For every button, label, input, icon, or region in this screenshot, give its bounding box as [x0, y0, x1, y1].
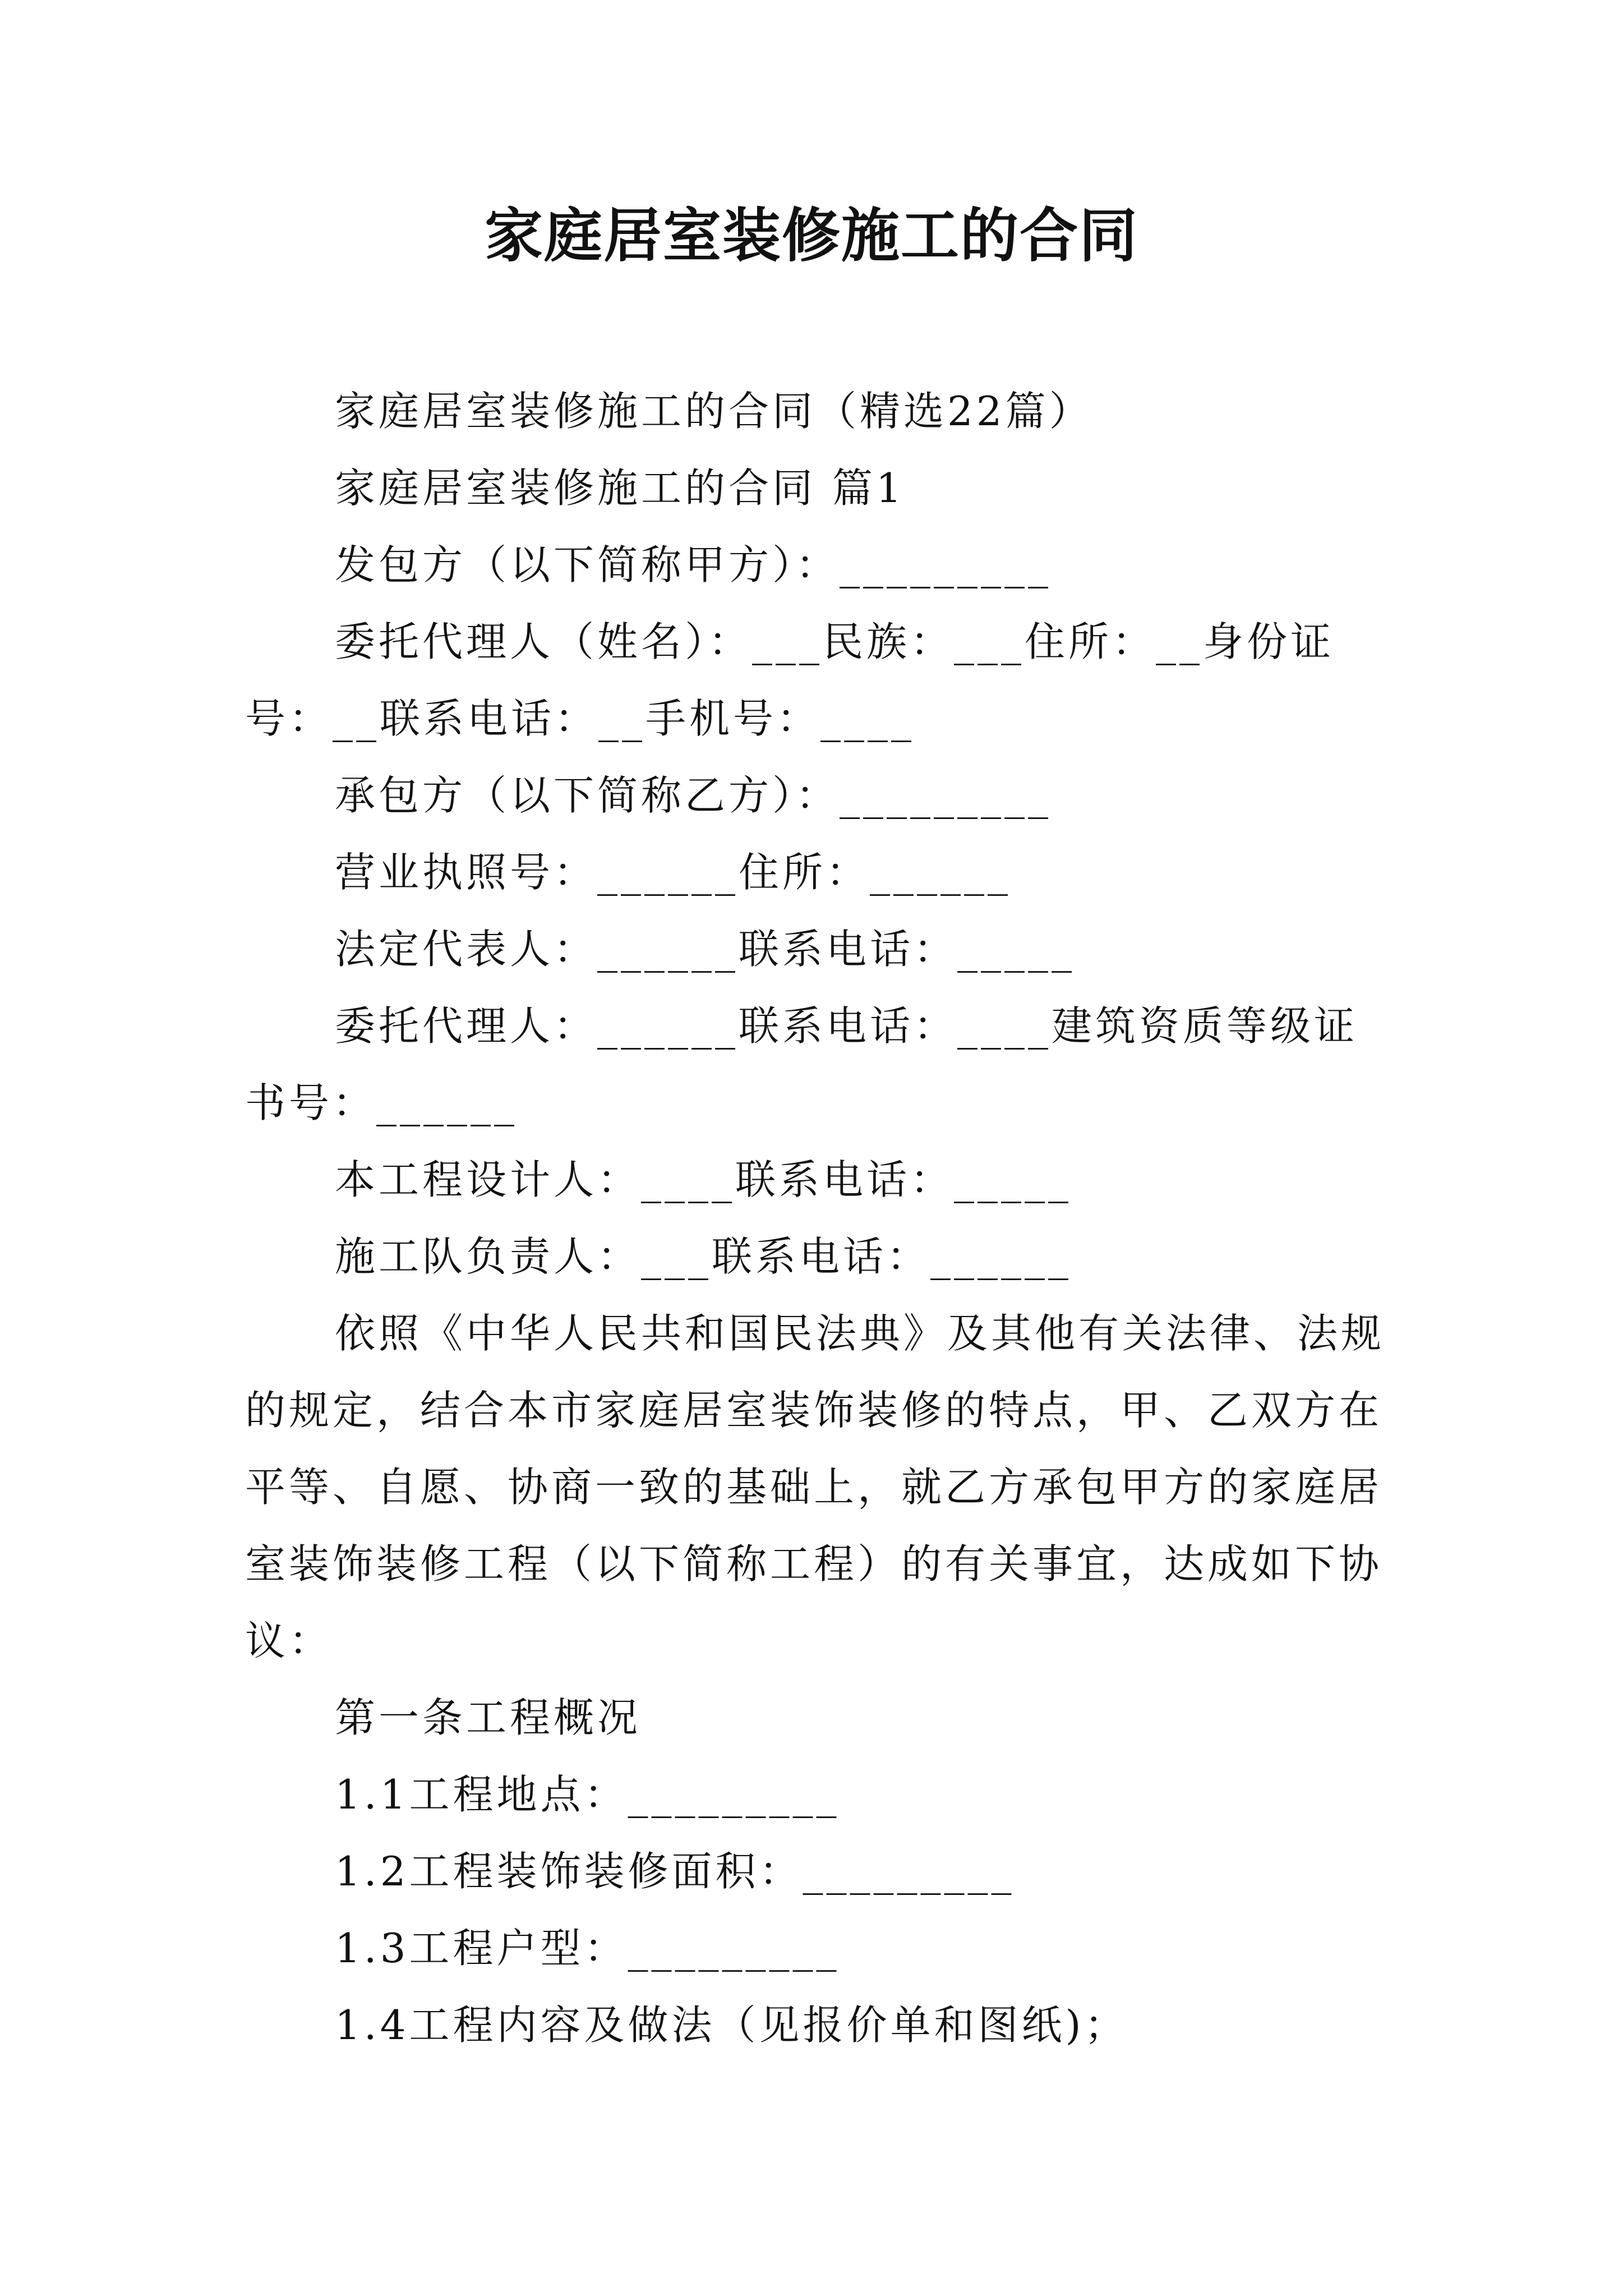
paragraph: 第一条工程概况: [335, 1694, 642, 1741]
paragraph: 营业执照号：______住所：______: [335, 849, 1012, 896]
document-body: [245, 373, 1389, 2064]
paragraph: 1.1工程地点：_________: [335, 1771, 840, 1818]
paragraph: 本工程设计人：____联系电话：_____: [335, 1156, 1072, 1203]
paragraph: 法定代表人：______联系电话：_____: [335, 926, 1076, 973]
paragraph: 承包方（以下简称乙方）：_________: [335, 772, 1052, 819]
paragraph: 家庭居室装修施工的合同 篇1: [335, 464, 905, 512]
paragraph: 家庭居室装修施工的合同（精选22篇）: [335, 388, 1093, 435]
paragraph: 依照《中华人民共和国民法典》及其他有关法律、法规的规定，结合本市家庭居室装饰装修的特点，甲、乙双方在平等、自愿、协商一致的基础上，就乙方承包甲方的家庭居室装饰装修工程（以下简称工程）的有关事宜，达成如下协议：: [245, 1310, 1385, 1664]
paragraph: 1.3工程户型：_________: [335, 1925, 840, 1972]
paragraph: 委托代理人（姓名）：___民族：___住所：__身份证号：__联系电话：__手机号：____: [245, 618, 1335, 742]
document-title: 家庭居室装修施工的合同: [484, 201, 1138, 270]
paragraph: 1.4工程内容及做法（见报价单和图纸)；: [335, 2001, 1128, 2049]
paragraph: 委托代理人：______联系电话：____建筑资质等级证书号：______: [245, 1002, 1358, 1126]
paragraph: 发包方（以下简称甲方）：_________: [335, 541, 1052, 588]
paragraph: 1.2工程装饰装修面积：_________: [335, 1848, 1015, 1895]
paragraph: 施工队负责人：___联系电话：______: [335, 1233, 1072, 1280]
